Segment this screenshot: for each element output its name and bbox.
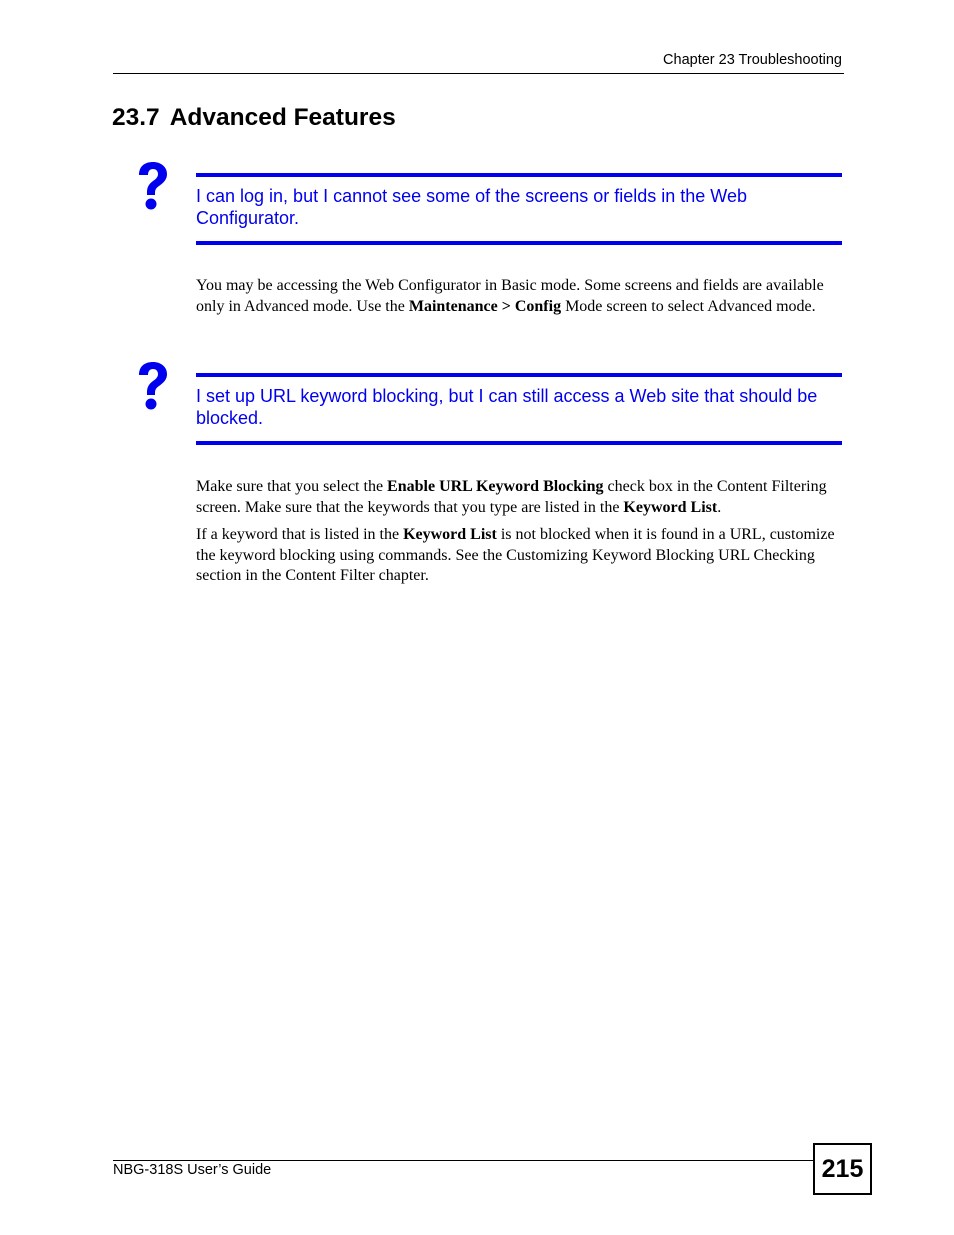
running-header: Chapter 23 Troubleshooting <box>663 52 842 68</box>
question-mark-icon <box>133 160 173 212</box>
answer-paragraph: If a keyword that is listed in the Keyword List is not blocked when it is found in a URL, customize the keyword blocking using commands. See the Customizing Keyword Blocking URL Checking section in the Content Filter chapter. <box>196 526 835 584</box>
header-rule <box>113 73 844 74</box>
question-text: I can log in, but I cannot see some of the screens or fields in the Web Configurator. <box>196 186 747 228</box>
page-number: 215 <box>813 1143 872 1195</box>
guide-title: NBG-318S User’s Guide <box>113 1162 272 1178</box>
answer-paragraph: Make sure that you select the Enable URL Keyword Blocking check box in the Content Filtering screen. Make sure that the keywords that you type are listed in the Keyword List. <box>196 478 827 516</box>
section-heading <box>112 104 396 132</box>
question-box <box>196 173 842 245</box>
question-box <box>196 373 842 445</box>
question-mark-icon <box>133 360 173 412</box>
question-text: I set up URL keyword blocking, but I can still access a Web site that should be blocked. <box>196 386 818 428</box>
section-title: Advanced Features <box>169 104 396 131</box>
section-number: 23.7 <box>112 104 160 131</box>
footer-rule <box>113 1160 813 1161</box>
answer-paragraph: You may be accessing the Web Configurator in Basic mode. Some screens and fields are available only in Advanced mode. Use the Maintenance > Config Mode screen to select Advanced mode. <box>196 277 824 315</box>
